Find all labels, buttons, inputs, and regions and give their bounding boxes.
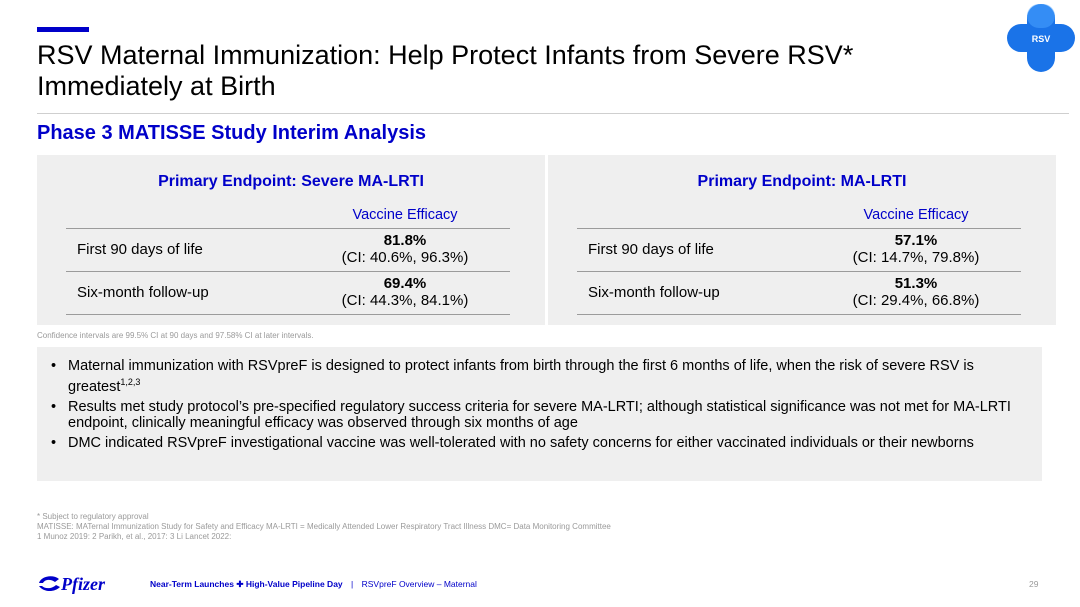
ma-lrti-panel <box>548 155 1056 325</box>
bullet-text: Maternal immunization with RSVpreF is designed to protect infants from birth through the first 6 months of life, when the risk of severe RSV is greatest <box>68 358 974 395</box>
page-title-line-1: RSV Maternal Immunization: Help Protect Infants from Severe RSV* <box>37 40 854 70</box>
panel-heading: Primary Endpoint: MA-LRTI <box>697 173 907 190</box>
bullet-reference: 1,2,3 <box>120 377 141 387</box>
plus-icon: ✚ <box>236 579 244 589</box>
page-title-line-2: Immediately at Birth <box>37 71 276 101</box>
rsv-logo-text: RSV <box>1031 34 1051 44</box>
rsv-cross-logo-icon <box>1005 2 1077 74</box>
efficacy-value <box>317 232 493 266</box>
bullet-text: DMC indicated RSVpreF investigational vaccine was well-tolerated with no safety concerns for either vaccinated individuals or their newborns <box>68 434 974 451</box>
vaccine-efficacy-column-label: Vaccine Efficacy <box>352 207 458 223</box>
efficacy-percent: 81.8% <box>383 232 427 249</box>
confidence-interval: (CI: 40.6%, 96.3%) <box>341 249 469 266</box>
severe-ma-lrti-panel <box>37 155 545 325</box>
efficacy-value <box>828 232 1004 266</box>
footer-section: RSVpreF Overview – Maternal <box>361 579 477 589</box>
bullet-text: Results met study protocol’s pre-specified regulatory success criteria for severe MA-LRTI; although statistical significance was not met for MA-LRTI endpoint, clinically meaningful efficacy was observed through six months of age <box>68 398 1011 431</box>
footnotes <box>37 512 611 542</box>
page-title <box>37 40 977 102</box>
footer-separator: | <box>351 579 354 589</box>
list-item <box>51 399 1026 431</box>
pfizer-brand-text: Pfizer <box>61 574 105 594</box>
pfizer-logo-icon <box>37 570 119 598</box>
confidence-interval: (CI: 44.3%, 84.1%) <box>341 292 469 309</box>
bullet-icon: • <box>51 358 57 374</box>
panel-heading: Primary Endpoint: Severe MA-LRTI <box>158 173 424 190</box>
footer-event-text <box>150 579 477 590</box>
row-label: First 90 days of life <box>77 241 203 258</box>
title-accent-bar <box>37 27 89 32</box>
list-item <box>51 358 1026 395</box>
footnote-line: 1 Munoz 2019: 2 Parikh, et al., 2017: 3 Li Lancet 2022: <box>37 532 232 541</box>
page-number: 29 <box>1029 579 1039 589</box>
footnote-line: MATISSE: MATernal Immunization Study for Safety and Efficacy MA-LRTI = Medically Attended Lower Respiratory Tract Illness DMC= Data Monitoring Committee <box>37 522 611 531</box>
efficacy-value <box>317 275 493 309</box>
vaccine-efficacy-column-label: Vaccine Efficacy <box>863 207 969 223</box>
footer-event-part-2: High-Value Pipeline Day <box>245 579 343 589</box>
efficacy-percent: 51.3% <box>894 275 938 292</box>
table-row <box>577 228 1021 271</box>
row-label: First 90 days of life <box>588 241 714 258</box>
footnote-line: * Subject to regulatory approval <box>37 512 149 521</box>
title-divider <box>37 113 1069 114</box>
bullet-icon: • <box>51 398 57 415</box>
bullet-icon: • <box>51 434 57 451</box>
key-points-box <box>37 347 1042 481</box>
list-item <box>51 435 1026 451</box>
row-label: Six-month follow-up <box>77 284 209 301</box>
row-label: Six-month follow-up <box>588 284 720 301</box>
section-subtitle: Phase 3 MATISSE Study Interim Analysis <box>37 122 427 144</box>
table-row <box>66 228 510 271</box>
confidence-interval: (CI: 14.7%, 79.8%) <box>852 249 980 266</box>
table-row <box>577 271 1021 315</box>
efficacy-value <box>828 275 1004 309</box>
efficacy-percent: 69.4% <box>383 275 427 292</box>
confidence-interval: (CI: 29.4%, 66.8%) <box>852 292 980 309</box>
footer-event-part-1: Near-Term Launches <box>150 579 234 589</box>
table-row <box>66 271 510 315</box>
efficacy-percent: 57.1% <box>894 232 938 249</box>
confidence-interval-note: Confidence intervals are 99.5% CI at 90 days and 97.58% CI at later intervals. <box>37 331 314 340</box>
key-points-list <box>51 358 1026 455</box>
